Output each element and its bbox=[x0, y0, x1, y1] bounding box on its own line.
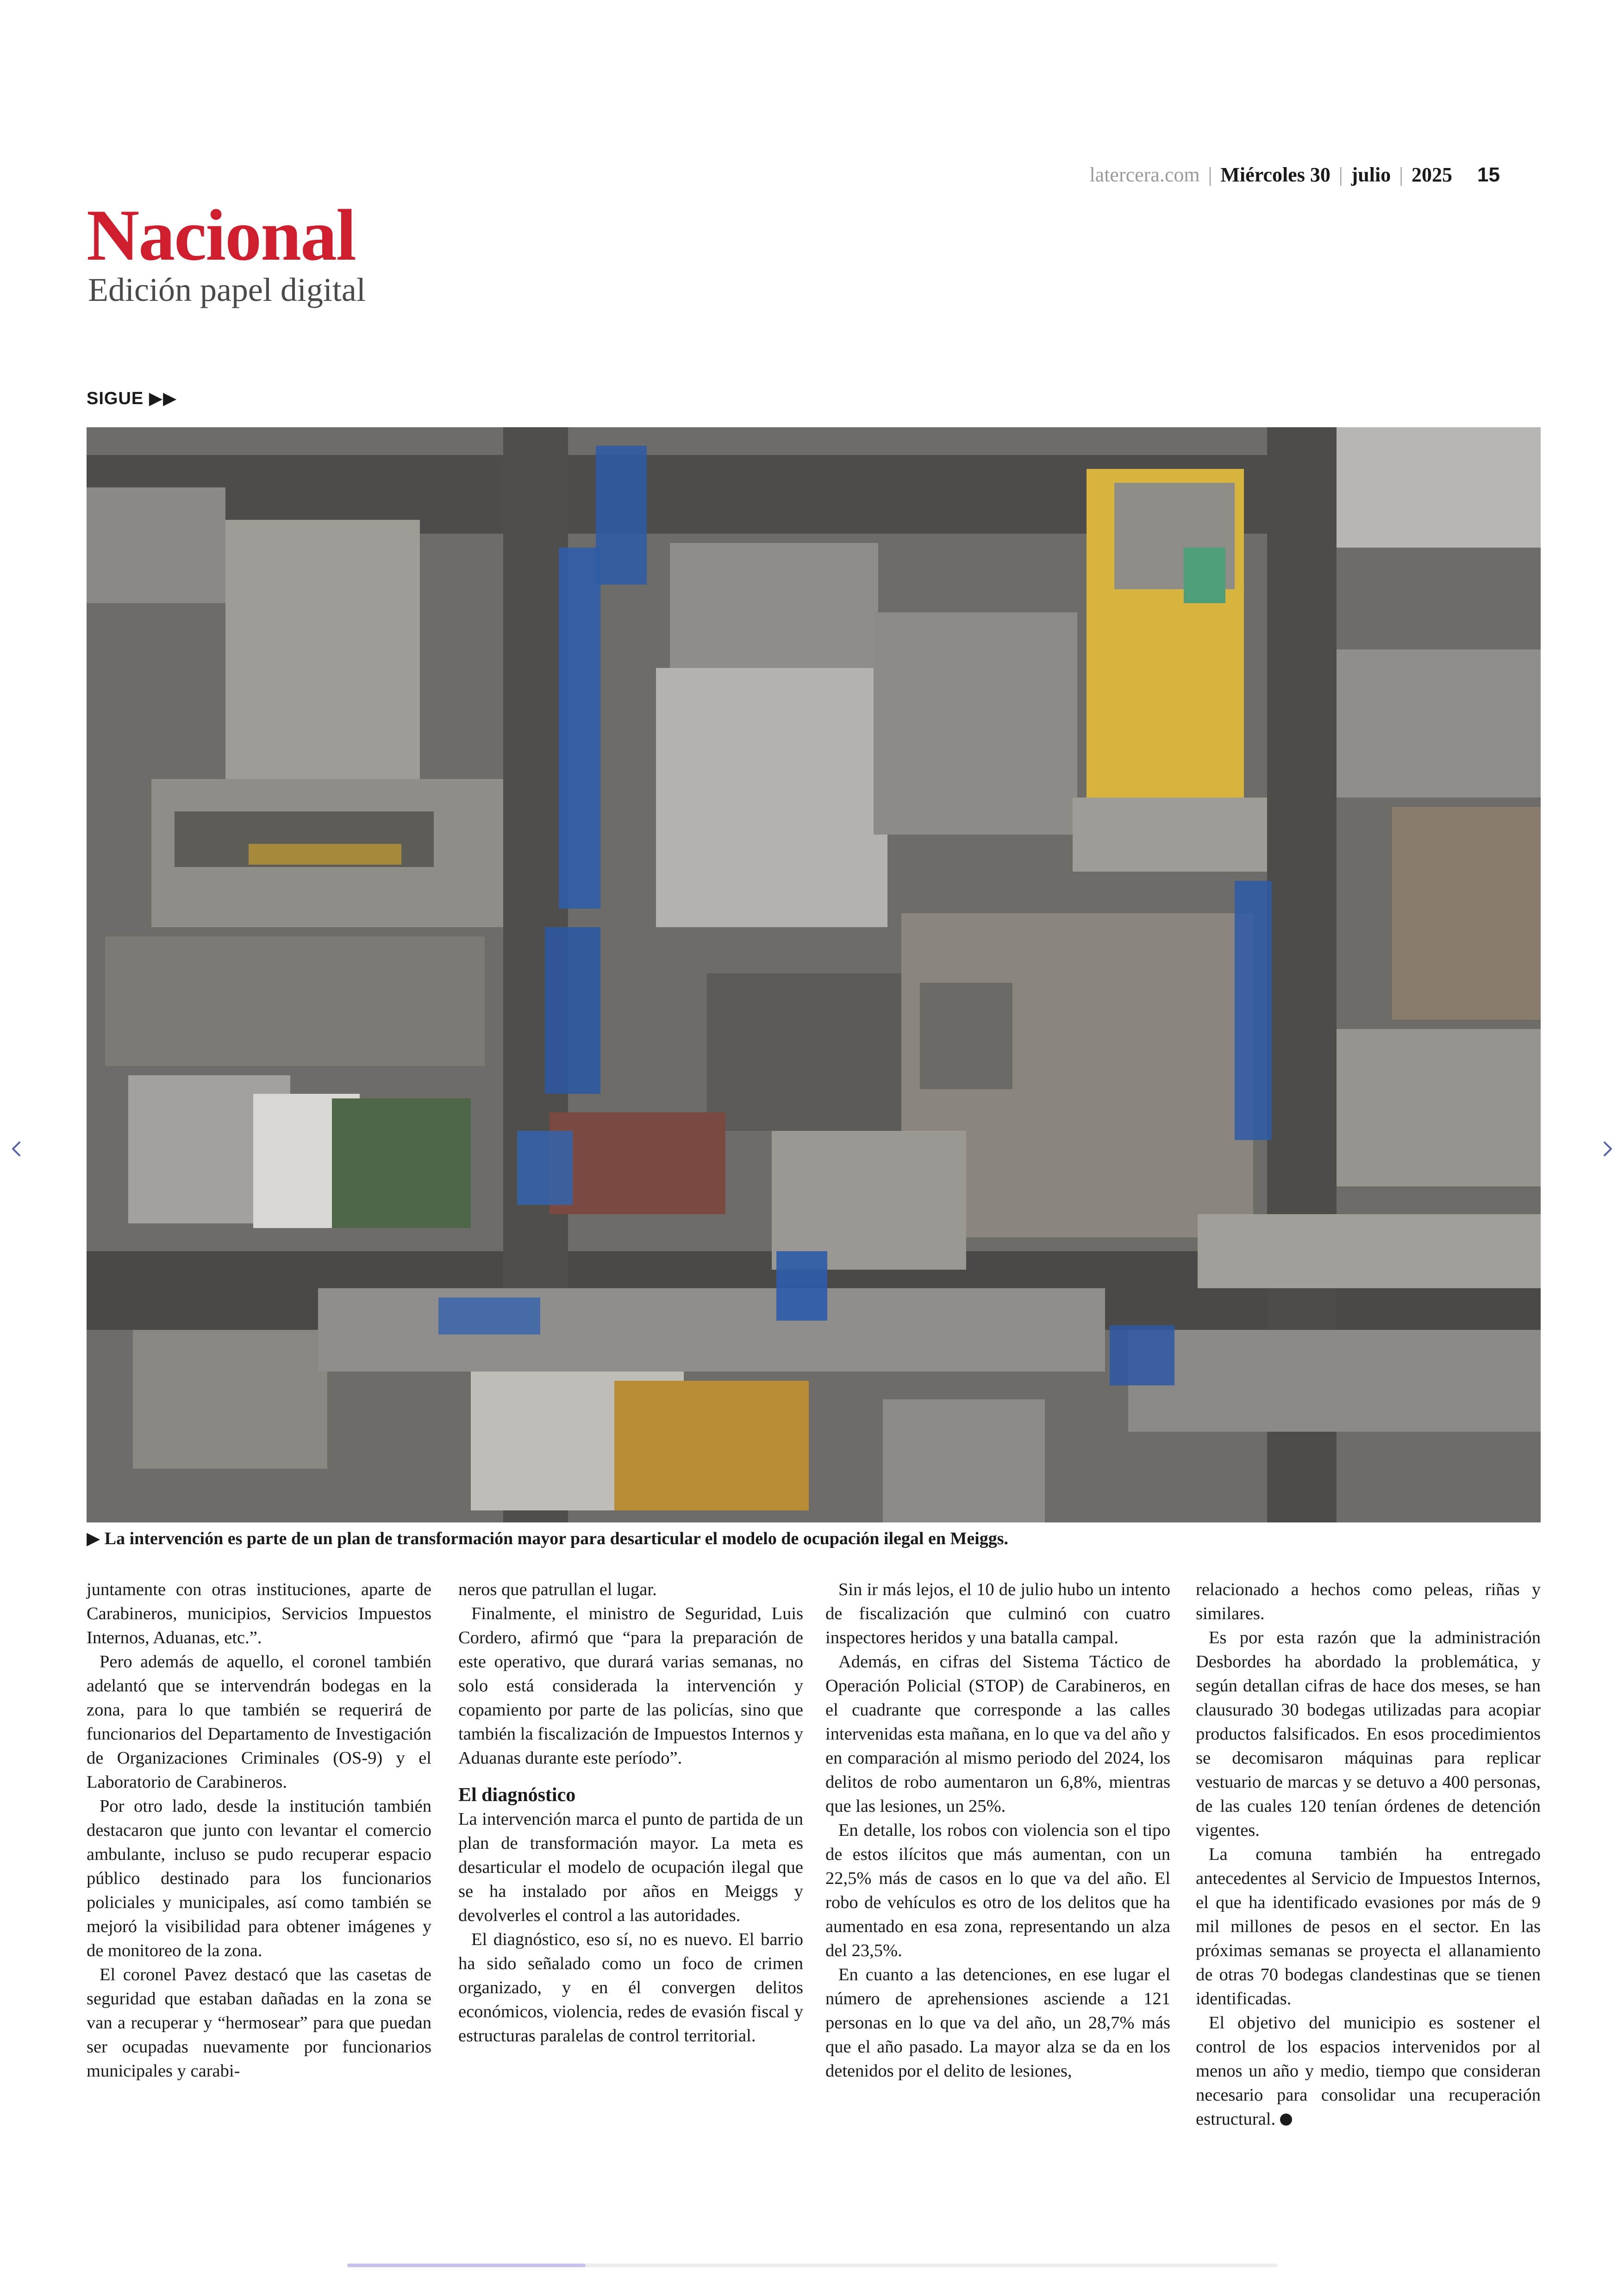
aerial-photo bbox=[87, 427, 1541, 1522]
end-of-article-icon bbox=[1280, 2114, 1292, 2126]
header-day: Miércoles 30 bbox=[1220, 163, 1330, 186]
paragraph bbox=[458, 1602, 803, 1770]
paragraph-text: Por otro lado, desde la institución también destacaron que junto con levantar el comercio ambulante, incluso se pudo recuperar espacio público destinado para los funcionarios policiales y municipales, así como también se mejoró la visibilidad para obtener imágenes y de monitoreo de la zona. bbox=[87, 1796, 431, 1960]
next-page-button[interactable] bbox=[1593, 1135, 1621, 1163]
paragraph bbox=[87, 1963, 431, 2083]
section-title: Nacional bbox=[87, 195, 356, 276]
paragraph bbox=[87, 1650, 431, 1794]
paragraph bbox=[1196, 1578, 1541, 1626]
subheading-text: El diagnóstico bbox=[458, 1784, 576, 1806]
page-number: 15 bbox=[1477, 163, 1500, 186]
paragraph-text: Sin ir más lejos, el 10 de julio hubo un intento de fiscalización que culminó con cuatro inspectores heridos y una batalla campal. bbox=[825, 1580, 1170, 1647]
header-separator: | bbox=[1208, 163, 1212, 186]
paragraph bbox=[1196, 2011, 1541, 2131]
paragraph bbox=[1196, 1842, 1541, 2011]
previous-page-button[interactable] bbox=[3, 1135, 31, 1163]
article-column-3 bbox=[825, 1578, 1170, 2083]
page-scrollbar-thumb[interactable] bbox=[347, 2264, 586, 2267]
paragraph bbox=[1196, 1626, 1541, 1842]
paragraph-text: neros que patrullan el lugar. bbox=[458, 1580, 657, 1599]
paragraph bbox=[458, 1807, 803, 1927]
aerial-photo-image bbox=[87, 427, 1541, 1522]
paragraph-text: El coronel Pavez destacó que las casetas de seguridad que estaban dañadas en la zona se van a recuperar y “hermosear” para que puedan ser ocupadas nuevamente por funcionarios municipales y carabi- bbox=[87, 1965, 431, 2081]
section-subtitle: Edición papel digital bbox=[88, 271, 366, 308]
subheading bbox=[458, 1783, 803, 1807]
paragraph bbox=[87, 1794, 431, 1963]
header-separator: | bbox=[1338, 163, 1343, 186]
paragraph-text: En detalle, los robos con violencia son el tipo de estos ilícitos que más aumentan, con un 22,5% más de casos en lo que va del año. El robo de vehículos es otro de los delitos que ha aumentado en esa zona, representando un alza del 23,5%. bbox=[825, 1821, 1170, 1960]
paragraph bbox=[825, 1650, 1170, 1818]
chevron-right-icon bbox=[1593, 1135, 1621, 1163]
header-month: julio bbox=[1351, 163, 1391, 186]
paragraph bbox=[458, 1578, 803, 1602]
paragraph-text: relacionado a hechos como peleas, riñas y similares. bbox=[1196, 1580, 1541, 1623]
photo-caption: ▶ La intervención es parte de un plan de transformación mayor para desarticular el modelo de ocupación ilegal en Meiggs. bbox=[87, 1529, 1009, 1548]
paragraph bbox=[458, 1927, 803, 2048]
article-column-2 bbox=[458, 1578, 803, 2048]
paragraph-text: La comuna también ha entregado antecedentes al Servicio de Impuestos Internos, el que ha identificado evasiones por más de 9 mil millones de pesos en el sector. En las próximas semanas se proyecta el allanamiento de otras 70 bodegas clandestinas que se tienen identificadas. bbox=[1196, 1845, 1541, 2008]
header-year: 2025 bbox=[1412, 163, 1453, 186]
site-name[interactable]: latercera.com bbox=[1089, 163, 1200, 186]
paragraph-text: juntamente con otras instituciones, aparte de Carabineros, municipios, Servicios Impuestos Internos, Aduanas, etc.”. bbox=[87, 1580, 431, 1647]
paragraph-text: Además, en cifras del Sistema Táctico de Operación Policial (STOP) de Carabineros, en el cuadrante que corresponde a las calles intervenidas esta mañana, en lo que va del año y en comparación al mismo periodo del 2024, los delitos de robo aumentaron un 6,8%, mientras que las lesiones, un 25%. bbox=[825, 1652, 1170, 1816]
paragraph bbox=[87, 1578, 431, 1650]
paragraph bbox=[825, 1818, 1170, 1963]
sigue-label: SIGUE ▶▶ bbox=[87, 389, 177, 408]
paragraph-text: Pero además de aquello, el coronel también adelantó que se intervendrán bodegas en la zona, para lo que también se requerirá de funcionarios del Departamento de Investigación de Organizaciones Criminales (OS-9) y el Laboratorio de Carabineros. bbox=[87, 1652, 431, 1792]
chevron-left-icon bbox=[3, 1135, 31, 1163]
article-column-1 bbox=[87, 1578, 431, 2083]
paragraph-text: Finalmente, el ministro de Seguridad, Luis Cordero, afirmó que “para la preparación de este operativo, que durará varias semanas, no solo está considerada la intervención y copamiento por parte de las policías, sino que también la fiscalización de Impuestos Internos y Aduanas durante este período”. bbox=[458, 1604, 803, 1768]
paragraph-text: Es por esta razón que la administración Desbordes ha abordado la problemática, y según detallan cifras de hace dos meses, se han clausurado 30 bodegas utilizadas para acopiar productos falsificados. En esos procedimientos se decomisaron máquinas para replicar vestuario de marcas y se detuvo a 400 personas, de las cuales 120 tenían órdenes de detención vigentes. bbox=[1196, 1628, 1541, 1840]
paragraph-text: En cuanto a las detenciones, en ese lugar el número de aprehensiones asciende a 121 personas en lo que va del año, un 28,7% más que el año pasado. La mayor alza se da en los detenidos por el delito de lesiones, bbox=[825, 1965, 1170, 2081]
article-column-4 bbox=[1196, 1578, 1541, 2131]
paragraph-text: El objetivo del municipio es sostener el control de los espacios intervenidos por al menos un año y medio, tiempo que consideran necesario para consolidar una recuperación estructural. bbox=[1196, 2013, 1541, 2129]
paragraph-text: La intervención marca el punto de partida de un plan de transformación mayor. La meta es desarticular el modelo de ocupación ilegal que se ha instalado por años en Meiggs y devolverles el control a las autoridades. bbox=[458, 1809, 803, 1925]
paragraph bbox=[825, 1963, 1170, 2083]
paragraph bbox=[825, 1578, 1170, 1650]
paragraph-text: El diagnóstico, eso sí, no es nuevo. El barrio ha sido señalado como un foco de crimen organizado, y en él convergen delitos económicos, violencia, redes de evasión fiscal y estructuras paralelas de control territorial. bbox=[458, 1930, 803, 2046]
header-separator: | bbox=[1399, 163, 1404, 186]
page-header bbox=[1089, 163, 1500, 187]
